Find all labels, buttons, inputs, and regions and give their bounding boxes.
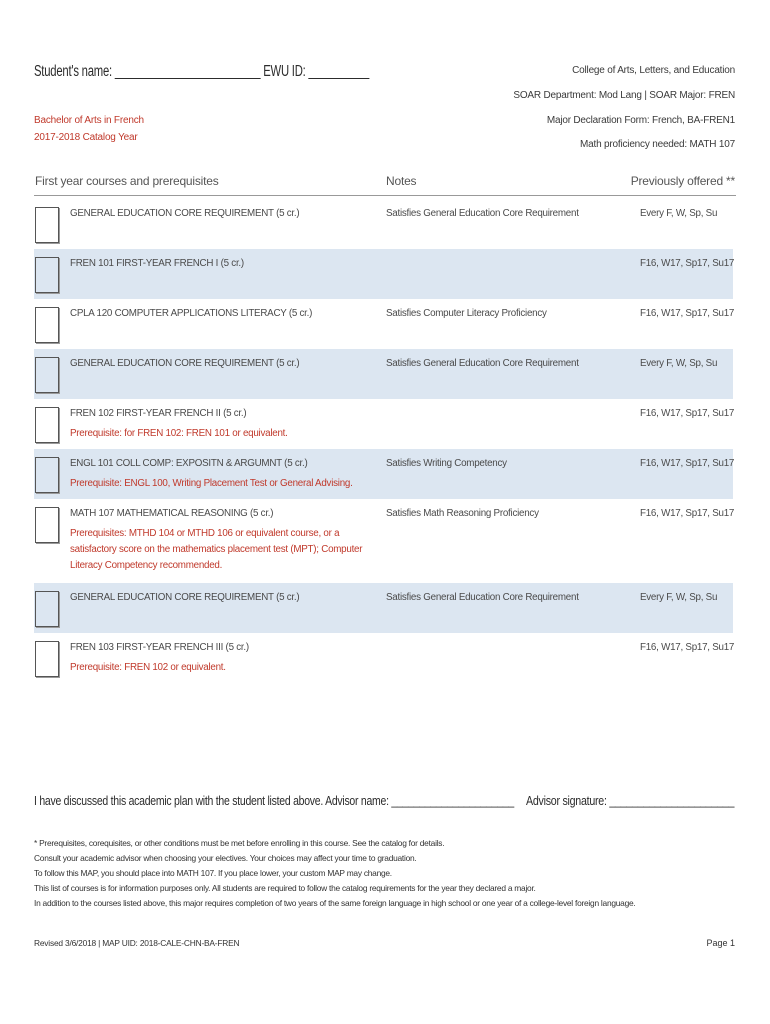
course-note: Satisfies Math Reasoning Proficiency <box>386 508 539 519</box>
declaration-form: Major Declaration Form: French, BA-FREN1 <box>546 115 735 126</box>
course-title: ENGL 101 COLL COMP: EXPOSITN & ARGUMNT (5 cr.) <box>70 458 308 469</box>
course-title: MATH 107 MATHEMATICAL REASONING (5 cr.) <box>70 508 274 519</box>
course-row <box>34 449 733 499</box>
column-header-notes: Notes <box>386 174 417 188</box>
course-offered: Every F, W, Sp, Su <box>640 358 718 369</box>
footnote: To follow this MAP, you should place into MATH 107. If you place lower, your custom MAP may change. <box>34 868 392 878</box>
course-note: Satisfies General Education Core Requirement <box>386 358 579 369</box>
course-prerequisite: Prerequisites: MTHD 104 or MTHD 106 or equivalent course, or a satisfactory score on the mathematics placement test (MPT); Computer Literacy Competency recommended. <box>70 528 363 571</box>
course-title: GENERAL EDUCATION CORE REQUIREMENT (5 cr.) <box>70 358 300 369</box>
revision-info: Revised 3/6/2018 | MAP UID: 2018-CALE-CHN-BA-FREN <box>34 938 240 948</box>
course-title: FREN 101 FIRST-YEAR FRENCH I (5 cr.) <box>70 258 244 269</box>
course-row <box>34 633 733 683</box>
course-offered: F16, W17, Sp17, Su17 <box>640 508 735 519</box>
math-proficiency: Math proficiency needed: MATH 107 <box>580 139 735 150</box>
course-prerequisite: Prerequisite: FREN 102 or equivalent. <box>70 662 226 673</box>
course-note: Satisfies Computer Literacy Proficiency <box>386 308 547 319</box>
course-offered: Every F, W, Sp, Su <box>640 208 718 219</box>
course-offered: F16, W17, Sp17, Su17 <box>640 258 735 269</box>
course-prerequisite: Prerequisite: ENGL 100, Writing Placement Test or General Advising. <box>70 478 353 489</box>
course-row <box>34 199 733 249</box>
course-offered: F16, W17, Sp17, Su17 <box>640 642 735 653</box>
course-note: Satisfies General Education Core Requirement <box>386 208 579 219</box>
course-offered: F16, W17, Sp17, Su17 <box>640 458 735 469</box>
course-checkbox[interactable] <box>35 457 59 493</box>
course-title: FREN 103 FIRST-YEAR FRENCH III (5 cr.) <box>70 642 249 653</box>
course-checkbox[interactable] <box>35 507 59 543</box>
course-checkbox[interactable] <box>35 591 59 627</box>
course-checkbox[interactable] <box>35 357 59 393</box>
course-title: CPLA 120 COMPUTER APPLICATIONS LITERACY (5 cr.) <box>70 308 313 319</box>
column-header-courses: First year courses and prerequisites <box>35 174 219 188</box>
course-checkbox[interactable] <box>35 307 59 343</box>
footnote: In addition to the courses listed above, this major requires completion of two years of the same foreign language in high school or one year of a college-level foreign language. <box>34 898 636 908</box>
page-number: Page 1 <box>706 938 735 948</box>
advisor-name-field: I have discussed this academic plan with the student listed above. Advisor name: ______________________ <box>34 794 514 808</box>
header-divider <box>34 195 736 196</box>
column-header-offered: Previously offered ** <box>630 174 735 188</box>
course-note: Satisfies Writing Competency <box>386 458 507 469</box>
footnote: Consult your academic advisor when choosing your electives. Your choices may affect your time to graduation. <box>34 853 417 863</box>
catalog-year: 2017-2018 Catalog Year <box>34 132 138 143</box>
course-checkbox[interactable] <box>35 257 59 293</box>
course-checkbox[interactable] <box>35 407 59 443</box>
advisor-signature-field: Advisor signature: ______________________ <box>526 794 735 808</box>
course-offered: F16, W17, Sp17, Su17 <box>640 408 735 419</box>
course-note: Satisfies General Education Core Requirement <box>386 592 579 603</box>
course-title: GENERAL EDUCATION CORE REQUIREMENT (5 cr.) <box>70 208 300 219</box>
course-prerequisite: Prerequisite: for FREN 102: FREN 101 or equivalent. <box>70 428 288 439</box>
course-checkbox[interactable] <box>35 641 59 677</box>
student-name-id-line: Student's name: ________________________ EWU ID: __________ <box>34 63 370 80</box>
course-title: GENERAL EDUCATION CORE REQUIREMENT (5 cr.) <box>70 592 300 603</box>
soar-info: SOAR Department: Mod Lang | SOAR Major: FREN <box>513 90 735 101</box>
course-row <box>34 349 733 399</box>
program-name: Bachelor of Arts in French <box>34 115 144 126</box>
course-offered: Every F, W, Sp, Su <box>640 592 718 603</box>
course-title: FREN 102 FIRST-YEAR FRENCH II (5 cr.) <box>70 408 247 419</box>
course-row <box>34 499 733 583</box>
footnote: This list of courses is for information purposes only. All students are required to follow the catalog requirements for the year they declared a major. <box>34 883 536 893</box>
course-row <box>34 249 733 299</box>
college-name: College of Arts, Letters, and Education <box>572 65 735 76</box>
course-checkbox[interactable] <box>35 207 59 243</box>
course-offered: F16, W17, Sp17, Su17 <box>640 308 735 319</box>
course-row <box>34 583 733 633</box>
course-row <box>34 399 733 449</box>
footnote: * Prerequisites, corequisites, or other conditions must be met before enrolling in this course. See the catalog for details. <box>34 838 445 848</box>
course-row <box>34 299 733 349</box>
